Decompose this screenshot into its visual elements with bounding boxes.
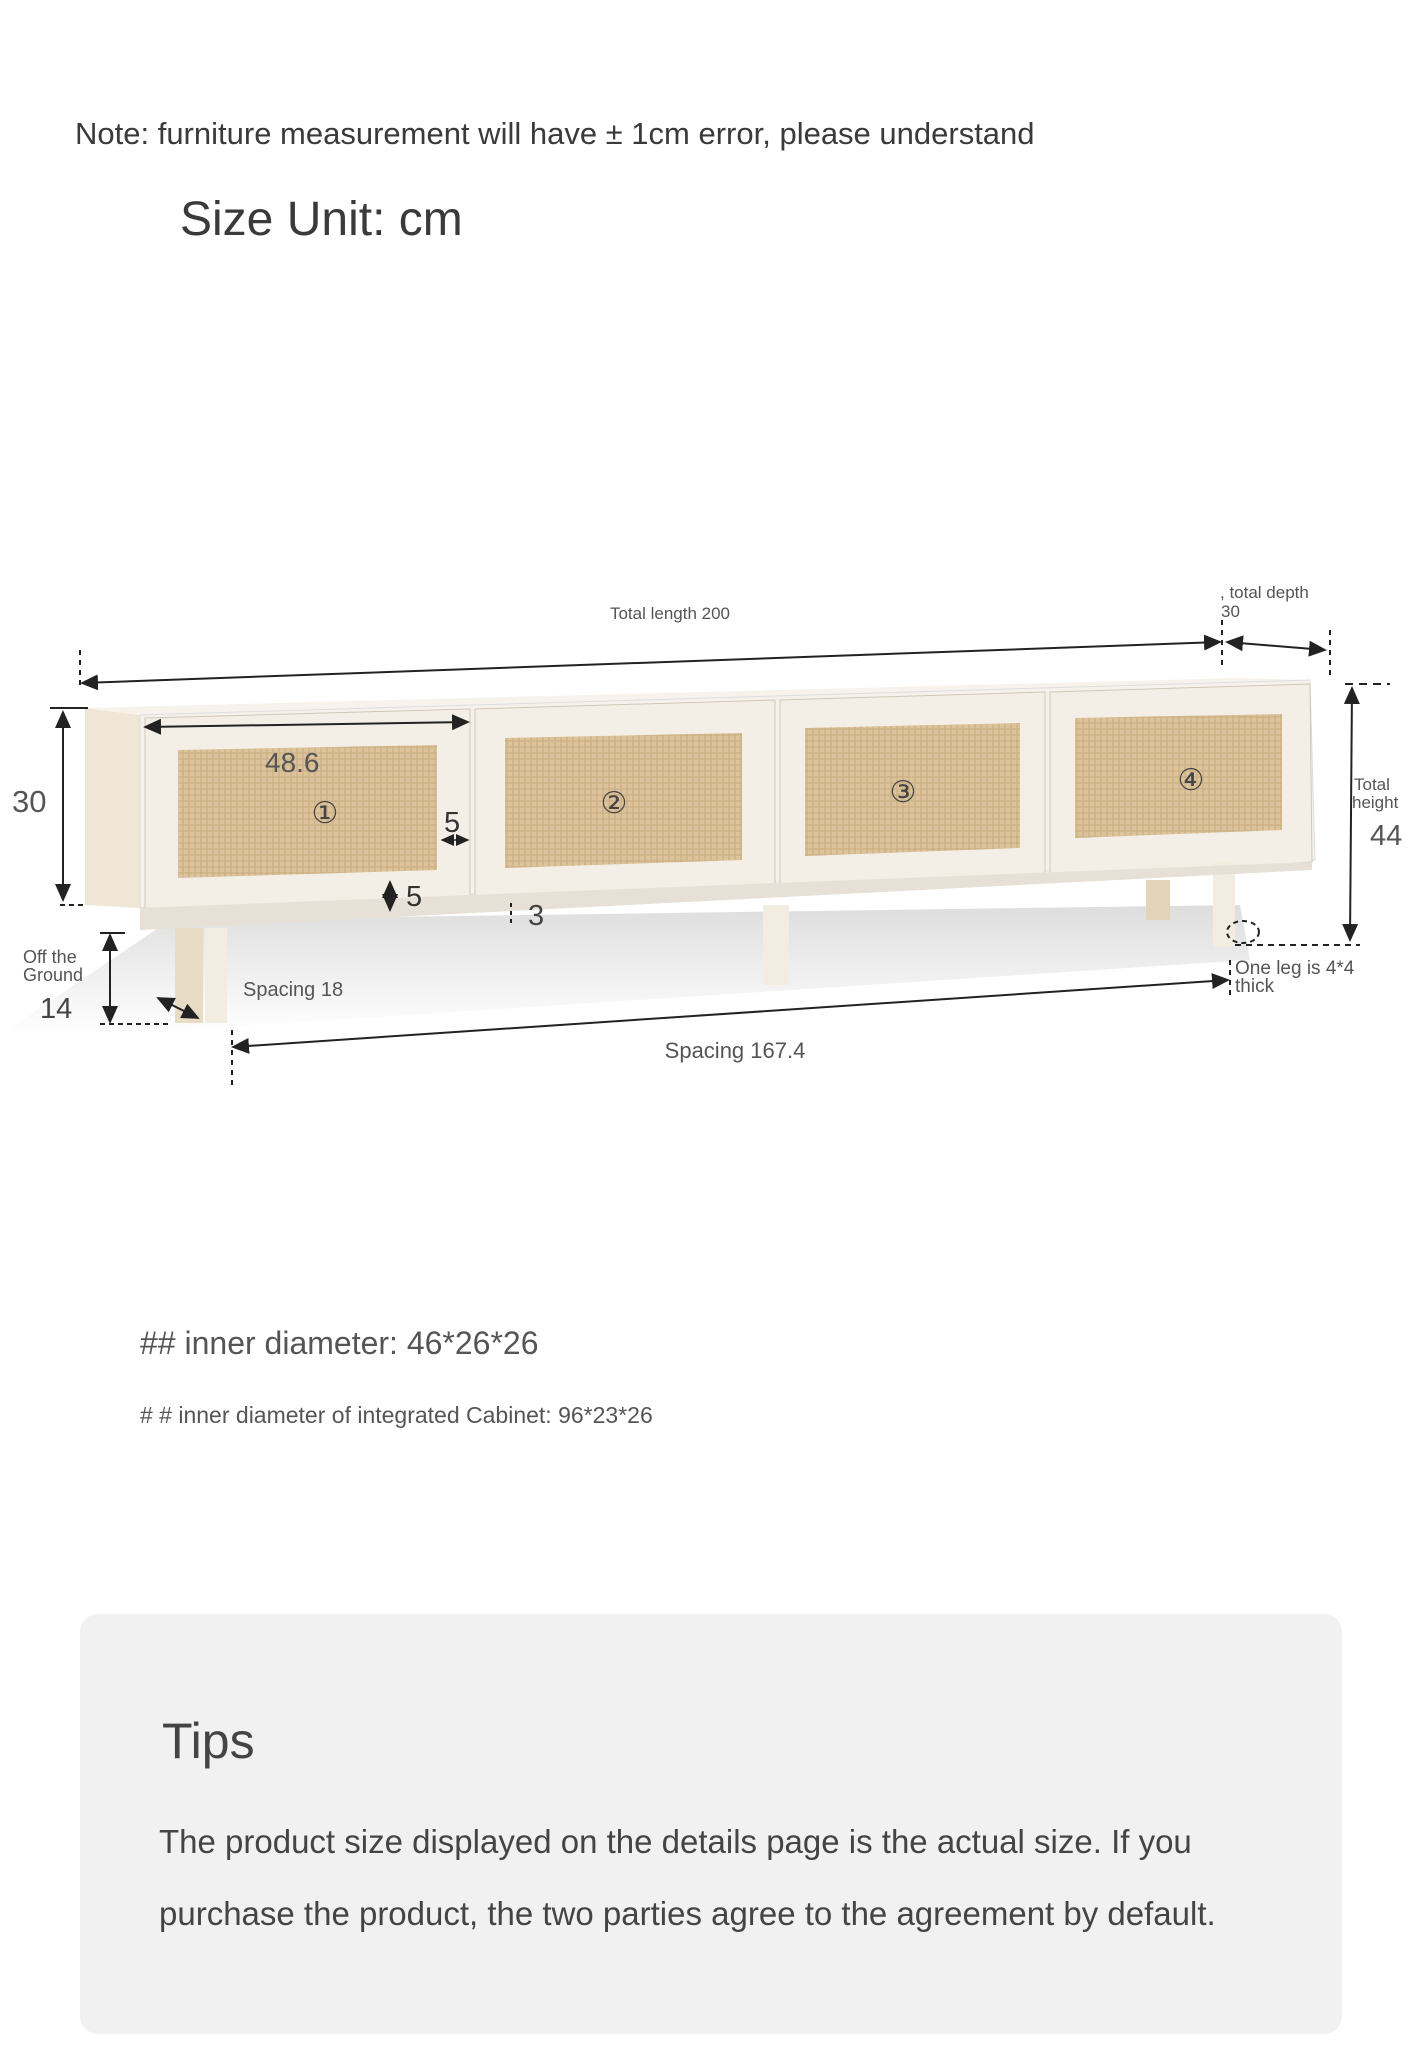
frame-bottom-value: 5 [406,881,423,913]
total-height-label-b: height [1352,793,1399,812]
total-height-line [1350,688,1352,940]
ground-value: 14 [40,993,73,1025]
tips-title: Tips [162,1713,255,1769]
leg-front-left-side [205,928,227,1023]
leg-middle [763,905,789,985]
door-number-1: ① [311,797,339,830]
size-unit-label: Size Unit: cm [180,193,463,246]
cabinet-height-value: 30 [12,784,47,819]
spacing-large-label: Spacing 167.4 [664,1038,806,1063]
spacing-small-label: Spacing 18 [243,979,344,1001]
leg-back-right [1146,880,1170,920]
ground-label-a: Off the [23,947,77,967]
tips-text: The product size displayed on the details page is the actual size. If you purchase the product, the two parties agree to the agreement by default. [159,1823,1216,1932]
door-number-2: ② [600,787,628,820]
total-height-label-a: Total [1354,775,1390,794]
door-width-value: 48.6 [265,747,320,778]
inner-diameter-line: ## inner diameter: 46*26*26 [140,1325,539,1361]
total-depth-line [1227,642,1325,650]
integrated-cabinet-inner-diameter-line: # # inner diameter of integrated Cabinet: 96*23*26 [140,1402,653,1428]
total-length-label: Total length 200 [609,604,731,623]
measurement-note: Note: furniture measurement will have ± 1cm error, please understand [75,116,1035,151]
leg-label-b: thick [1235,976,1275,997]
total-length-line [82,642,1220,683]
tips-panel [80,1614,1342,2034]
tv-cabinet-dimension-diagram [0,560,1423,1100]
total-depth-label-b: 30 [1221,602,1240,621]
cabinet-side-panel [85,708,140,908]
leg-label-a: One leg is 4*4 [1235,958,1355,979]
total-height-value: 44 [1370,820,1403,852]
door-number-4: ④ [1177,764,1205,797]
frame-side-value: 5 [444,807,461,839]
total-depth-label-a: , total depth [1220,583,1309,602]
ground-label-b: Ground [23,965,84,985]
door-number-3: ③ [889,776,917,809]
gap-value: 3 [528,900,545,932]
